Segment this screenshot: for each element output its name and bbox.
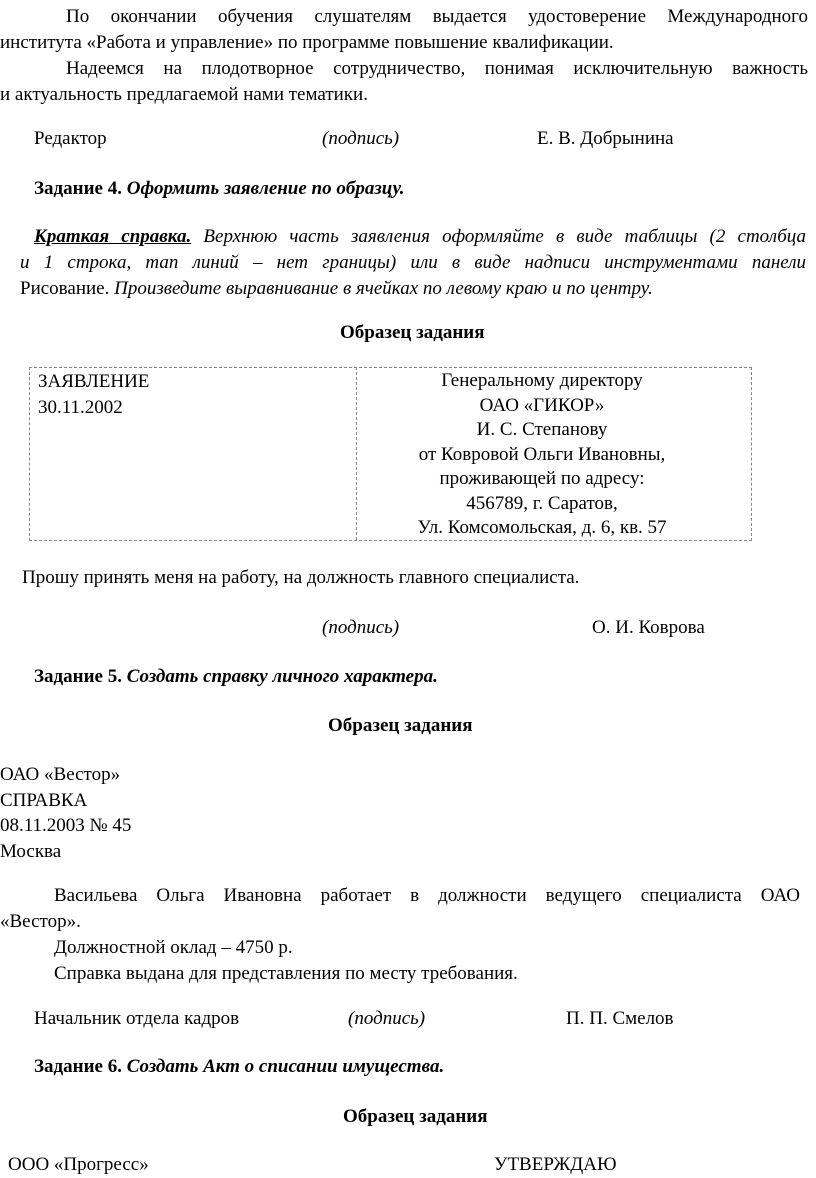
addressee-line-5: проживающей по адресу:: [439, 468, 645, 489]
task6-heading: [34, 1054, 444, 1080]
task6-title: Создать Акт о списании имущества.: [126, 1056, 445, 1077]
task4-sign: (подпись): [322, 617, 400, 638]
task4-note-italic: Произведите выравнивание в ячейках по левому краю и по центру.: [114, 278, 653, 299]
addressee-line-2: ОАО «ГИКОР»: [479, 394, 605, 416]
application-title: ЗАЯВЛЕНИЕ: [38, 371, 150, 392]
task6-label: Задание 6.: [34, 1056, 122, 1077]
addressee-line-7: Ул. Комсомольская, д. 6, кв. 57: [417, 517, 667, 538]
task5-title: Создать справку личного характера.: [126, 666, 438, 687]
intro-paragraph-1: [0, 4, 808, 56]
certificate-body: [0, 883, 800, 987]
task4-note-label: Краткая справка.: [34, 226, 192, 247]
task5-sig-role: Начальник отдела кадров: [34, 1008, 240, 1029]
certificate-body-line3: Должностной оклад – 4750 р.: [54, 937, 293, 958]
intro-p1-line1: По окончании обучения слушателям выдается удостоверение Международного: [66, 6, 808, 27]
certificate-body-line1: Васильева Ольга Ивановна работает в должности ведущего специалиста ОАО: [54, 885, 800, 906]
task5-sig-name: П. П. Смелов: [566, 1008, 674, 1029]
application-date: 30.11.2002: [38, 397, 123, 418]
application-body: Прошу принять меня на работу, на должность главного специалиста.: [22, 567, 580, 588]
intro-p2-line1: Надеемся на плодотворное сотрудничество, понимая исключительную важность: [66, 58, 808, 79]
sig1-name: Е. В. Добрынина: [537, 128, 674, 149]
task4-note-line1: [20, 224, 806, 250]
sig1-sign: (подпись): [322, 128, 400, 149]
addressee-line-3: И. С. Степанову: [476, 419, 608, 440]
task4-note-plain: Рисование.: [20, 278, 110, 299]
task4-name: О. И. Коврова: [592, 617, 705, 638]
intro-paragraph-2: [0, 56, 808, 108]
addressee-line-4: от Ковровой Ольги Ивановны,: [418, 443, 666, 465]
certificate-city: Москва: [0, 840, 62, 862]
task4-note-line2: и 1 строка, тап линий – нет границы) или в виде надписи инструментами панели: [20, 252, 806, 273]
task6-sample-heading: Образец задания: [343, 1106, 488, 1127]
certificate-org: ОАО «Вестор»: [0, 764, 121, 785]
certificate-date-number: 08.11.2003 № 45: [0, 815, 132, 836]
addressee-line-1: Генеральному директору: [441, 370, 643, 391]
task4-sample-heading: Образец задания: [340, 322, 485, 343]
task5-sample-heading: Образец задания: [328, 715, 473, 736]
task4-title: Оформить заявление по образцу.: [126, 178, 405, 199]
task4-note-text1: Верхнюю часть заявления оформляйте в виде таблицы (2 столбца: [203, 226, 807, 247]
task5-sig-sign: (подпись): [348, 1008, 426, 1029]
application-right-cell: [357, 369, 727, 541]
certificate-body-line2: «Вестор».: [0, 911, 81, 932]
task5-heading: [34, 664, 438, 690]
intro-p2-line2: и актуальность предлагаемой нами тематики.: [0, 84, 368, 105]
addressee-line-6: 456789, г. Саратов,: [466, 492, 618, 514]
certificate-body-line4: Справка выдана для представления по месту требования.: [54, 963, 518, 984]
intro-p1-line2: института «Работа и управление» по программе повышение квалификации.: [0, 32, 614, 53]
application-left-cell: [38, 369, 149, 421]
task4-label: Задание 4.: [34, 178, 122, 199]
task4-heading: [34, 176, 405, 202]
certificate-type: СПРАВКА: [0, 789, 88, 811]
certificate-header: [0, 762, 131, 864]
task4-note-line3: [20, 276, 806, 302]
task4-note: [20, 224, 806, 302]
task5-label: Задание 5.: [34, 666, 122, 687]
act-org: ООО «Прогресс»: [8, 1154, 149, 1175]
act-approve: УТВЕРЖДАЮ: [494, 1154, 617, 1175]
sig1-role: Редактор: [34, 128, 107, 149]
